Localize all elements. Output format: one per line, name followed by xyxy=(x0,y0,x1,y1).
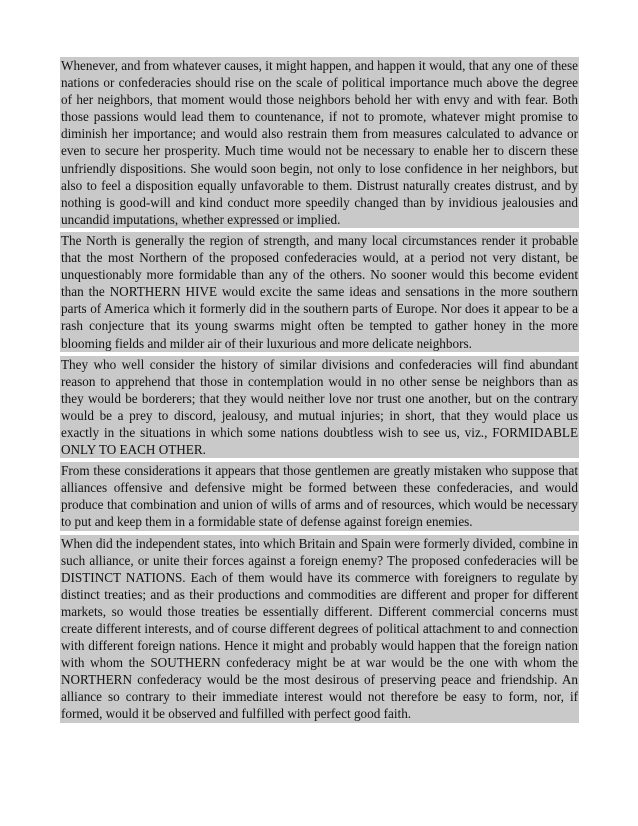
paragraph-2: The North is generally the region of strength, and many local circumstances render it probable that the most Northern of the proposed confederacies would, at a period not very distant, be unquestionably more formidable than any of the others. No sooner would this become evident than the NORTHERN HIVE would excite the same ideas and sensations in the more southern parts of America which it formerly did in the southern parts of Europe. Nor does it appear to be a rash conjecture that its young swarms might often be tempted to gather honey in the more blooming fields and milder air of their luxurious and more delicate neighbors. xyxy=(61,232,578,351)
paragraph-5: When did the independent states, into which Britain and Spain were formerly divided, combine in such alliance, or unite their forces against a foreign enemy? The proposed confederacies will be DISTINCT NATIONS. Each of them would have its commerce with foreigners to regulate by distinct treaties; and as their productions and commodities are different and proper for different markets, so would those treaties be essentially different. Different commercial concerns must create different interests, and of course different degrees of political attachment to and connection with different foreign nations. Hence it might and probably would happen that the foreign nation with whom the SOUTHERN confederacy might be at war would be the one with whom the NORTHERN confederacy would be the most desirous of preserving peace and friendship. An alliance so contrary to their immediate interest would not therefore be easy to form, nor, if formed, would it be observed and fulfilled with perfect good faith. xyxy=(61,535,578,722)
text-column xyxy=(60,57,579,727)
paragraph-3: They who well consider the history of similar divisions and confederacies will find abundant reason to apprehend that those in contemplation would in no other sense be neighbors than as they would be borderers; that they would neither love nor trust one another, but on the contrary would be a prey to discord, jealousy, and mutual injuries; in short, that they would place us exactly in the situations in which some nations doubtless wish to see us, viz., FORMIDABLE ONLY TO EACH OTHER. xyxy=(61,356,578,458)
paragraph-1: Whenever, and from whatever causes, it might happen, and happen it would, that any one of these nations or confederacies should rise on the scale of political importance much above the degree of her neighbors, that moment would those neighbors behold her with envy and with fear. Both those passions would lead them to countenance, if not to promote, whatever might promise to diminish her importance; and would also restrain them from measures calculated to advance or even to secure her prosperity. Much time would not be necessary to enable her to discern these unfriendly dispositions. She would soon begin, not only to lose confidence in her neighbors, but also to feel a disposition equally unfavorable to them. Distrust naturally creates distrust, and by nothing is good-will and kind conduct more speedily changed than by invidious jealousies and uncandid imputations, whether expressed or implied. xyxy=(61,58,578,227)
paragraph-4: From these considerations it appears that those gentlemen are greatly mistaken who suppose that alliances offensive and defensive might be formed between these confederacies, and would produce that combination and union of wills of arms and of resources, which would be necessary to put and keep them in a formidable state of defense against foreign enemies. xyxy=(61,463,578,530)
